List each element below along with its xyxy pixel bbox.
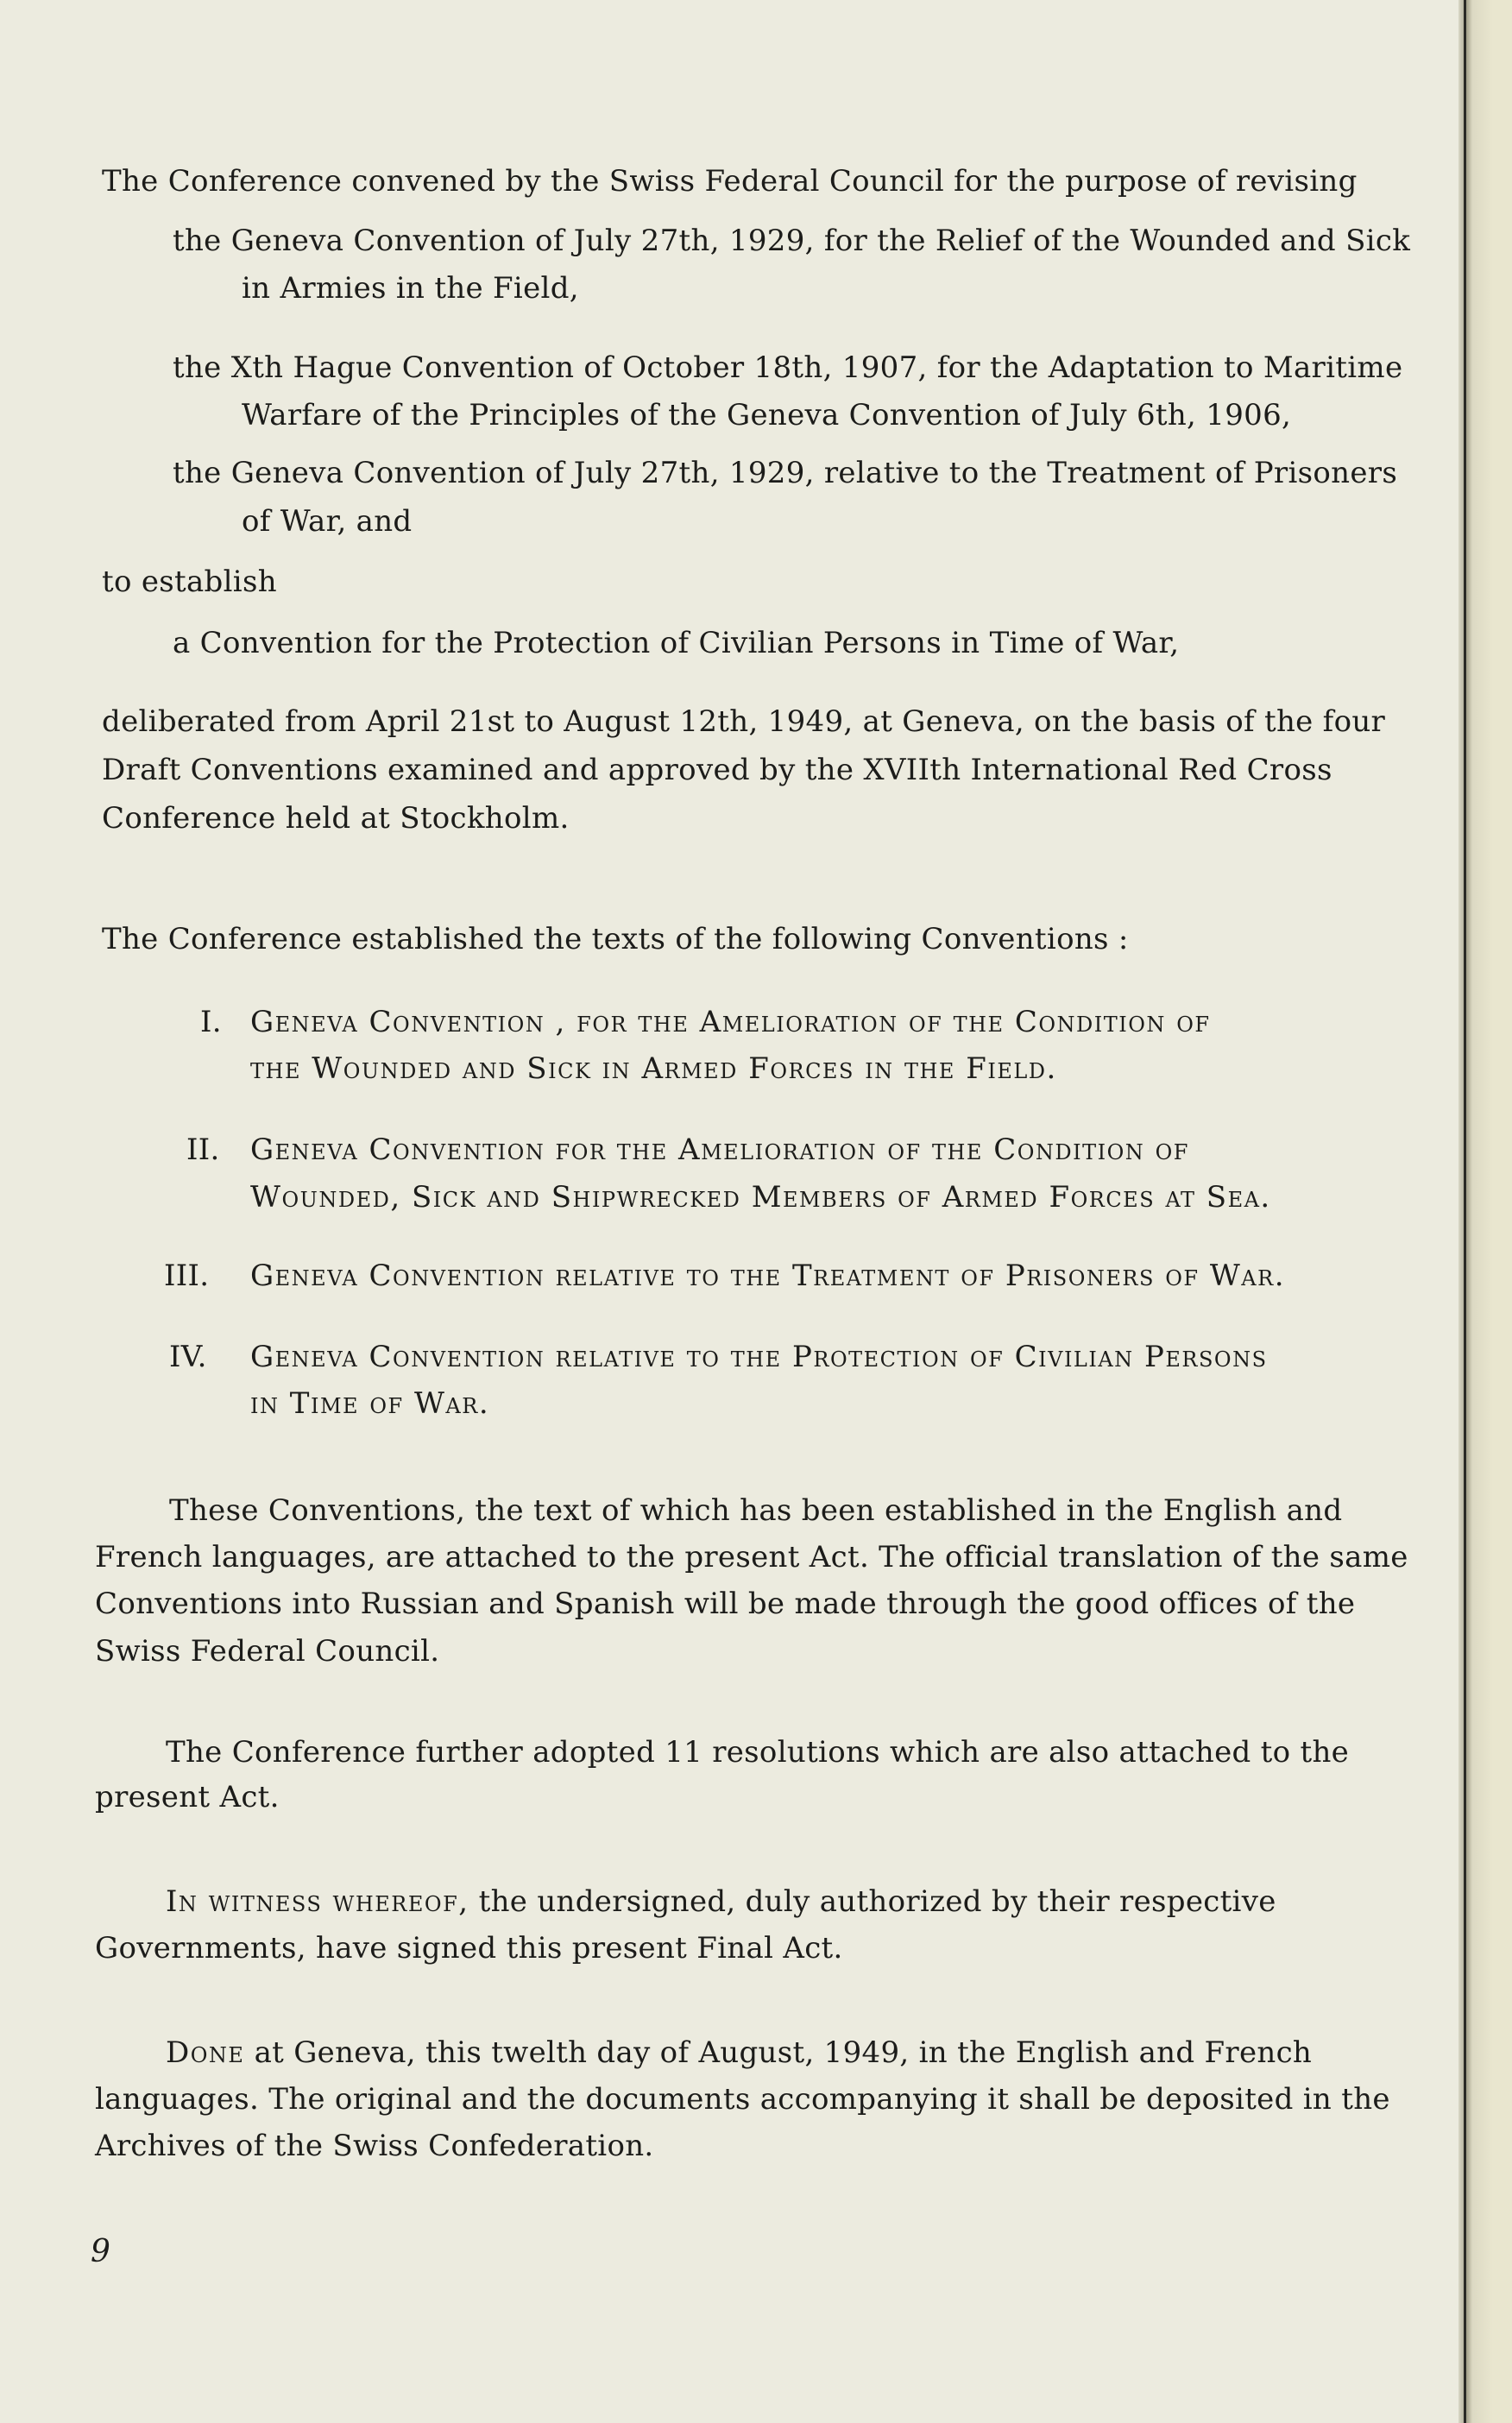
witness-lead: In witness whereof, <box>166 1884 469 1919</box>
convention-numeral: I. <box>200 1005 222 1039</box>
languages-line: Swiss Federal Council. <box>95 1634 440 1669</box>
done-line <box>166 2035 1312 2070</box>
intro-item: the Xth Hague Convention of October 18th, 1907, for the Adaptation to Maritime <box>173 350 1403 385</box>
languages-line: French languages, are attached to the present Act. The official translation of the same <box>95 1540 1408 1574</box>
intro-item: the Geneva Convention of July 27th, 1929, relative to the Treatment of Prisoners <box>173 456 1398 490</box>
convention-title: Geneva Convention relative to the Treatment of Prisoners of War. <box>250 1259 1286 1293</box>
intro-item: a Convention for the Protection of Civilian Persons in Time of War, <box>173 626 1180 660</box>
convention-title-continuation: in Time of War. <box>250 1386 490 1421</box>
intro-item-continuation: in Armies in the Field, <box>242 271 579 306</box>
languages-line: These Conventions, the text of which has been established in the English and <box>169 1493 1343 1528</box>
intro-item: the Geneva Convention of July 27th, 1929, for the Relief of the Wounded and Sick <box>173 224 1411 258</box>
conventions-heading: The Conference established the texts of the following Conventions : <box>102 922 1129 956</box>
done-lead: Done <box>166 2035 245 2070</box>
convention-numeral: III. <box>164 1259 210 1293</box>
witness-text: the undersigned, duly authorized by their respective <box>469 1884 1276 1919</box>
deliberated-line: Draft Conventions examined and approved by the XVIIth International Red Cross <box>102 753 1332 787</box>
resolutions-line: The Conference further adopted 11 resolutions which are also attached to the <box>166 1735 1350 1770</box>
witness-line <box>166 1884 1276 1919</box>
book-gutter <box>1458 0 1512 2423</box>
convention-title: Geneva Convention relative to the Protection of Civilian Persons <box>250 1340 1268 1374</box>
convention-title: Geneva Convention for the Amelioration of the Condition of <box>250 1133 1189 1167</box>
intro-item-continuation: of War, and <box>242 504 413 539</box>
intro-item-continuation: Warfare of the Principles of the Geneva Convention of July 6th, 1906, <box>242 398 1292 432</box>
intro-line: The Conference convened by the Swiss Federal Council for the purpose of revising <box>102 164 1358 199</box>
page-number: 9 <box>91 2234 110 2269</box>
convention-title: Geneva Convention , for the Amelioration of the Condition of <box>250 1005 1211 1039</box>
done-line: Archives of the Swiss Confederation. <box>95 2129 654 2163</box>
convention-title-continuation: Wounded, Sick and Shipwrecked Members of Armed Forces at Sea. <box>250 1180 1271 1215</box>
deliberated-line: deliberated from April 21st to August 12th, 1949, at Geneva, on the basis of the four <box>102 704 1386 739</box>
witness-line: Governments, have signed this present Final Act. <box>95 1931 843 1966</box>
deliberated-line: Conference held at Stockholm. <box>102 801 570 836</box>
establish-line: to establish <box>102 565 277 599</box>
convention-numeral: II. <box>186 1133 220 1167</box>
done-text: at Geneva, this twelth day of August, 1949, in the English and French <box>244 2035 1313 2070</box>
convention-title-continuation: the Wounded and Sick in Armed Forces in the Field. <box>250 1051 1057 1086</box>
languages-line: Conventions into Russian and Spanish will be made through the good offices of the <box>95 1587 1356 1621</box>
convention-numeral: IV. <box>169 1340 207 1374</box>
resolutions-line: present Act. <box>95 1780 280 1814</box>
done-line: languages. The original and the documents accompanying it shall be deposited in the <box>95 2082 1390 2117</box>
